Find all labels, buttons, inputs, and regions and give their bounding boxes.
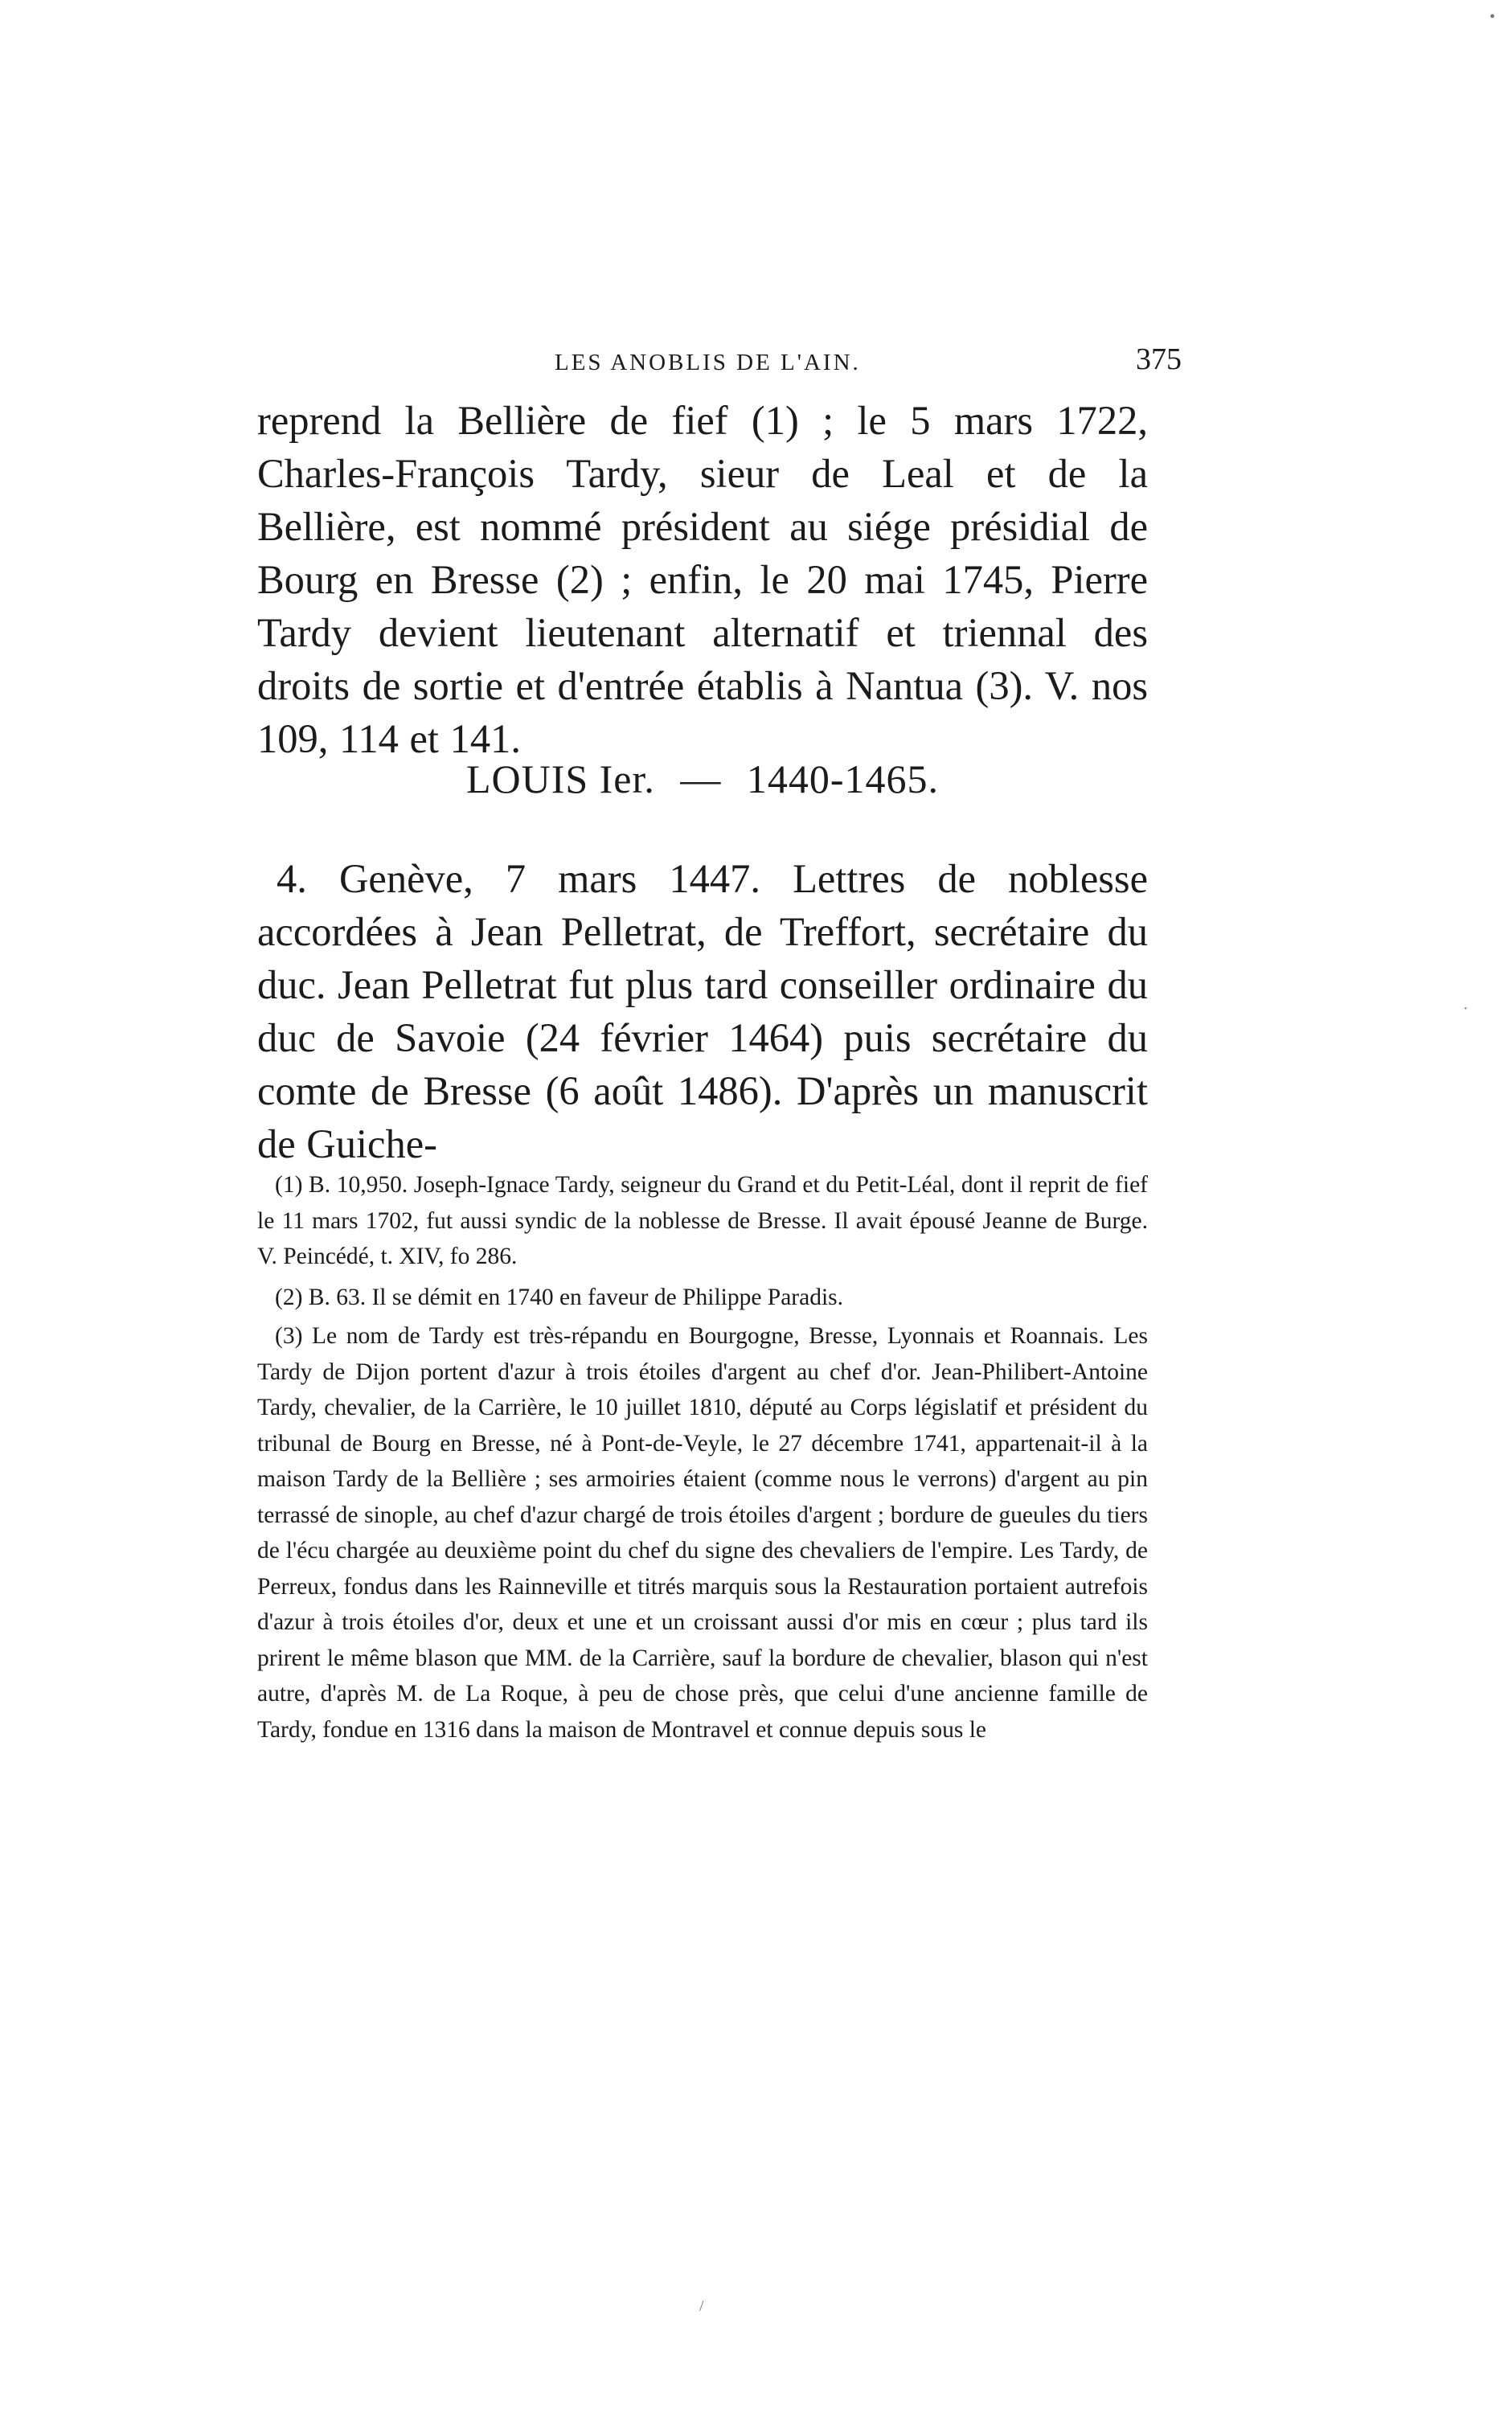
- section-heading: [257, 756, 1148, 802]
- running-head: [257, 342, 1182, 390]
- stray-dot: •: [1489, 8, 1496, 26]
- body-paragraph: [257, 394, 1148, 765]
- footnotes: [257, 1167, 1148, 1748]
- section-separator: —: [680, 756, 722, 801]
- body-paragraph-text: reprend la Bellière de fief (1) ; le 5 mars 1722, Charles-François Tardy, sieur de Leal et de la Bellière, est nommé président au siége présidial de Bourg en Bresse (2) ; enfin, le 20 mai 1745, Pierre Tardy devient lieutenant alternatif et triennal des droits de sortie et d'entrée établis à Nantua (3). V. nos 109, 114 et 141.: [257, 398, 1148, 761]
- footnote-1: (1) B. 10,950. Joseph-Ignace Tardy, seigneur du Grand et du Petit-Léal, dont il reprit de fief le 11 mars 1702, fut aussi syndic de la noblesse de Bresse. Il avait épousé Jeanne de Burge. V. Peincédé, t. XIV, fo 286.: [257, 1172, 1148, 1269]
- footnote-3: (3) Le nom de Tardy est très-répandu en Bourgogne, Bresse, Lyonnais et Roannais. Les Tardy de Dijon portent d'azur à trois étoiles d'argent au chef d'or. Jean-Philibert-Antoine Tardy, chevalier, de la Carrière, le 10 juillet 1810, député au Corps législatif et président du tribunal de Bourg en Bresse, né à Pont-de-Veyle, le 27 décembre 1741, appartenait-il à la maison Tardy de la Bellière ; ses armoiries étaient (comme nous le verrons) d'argent au pin terrassé de sinople, au chef d'azur chargé de trois étoiles d'argent ; bordure de gueules du tiers de l'écu chargée au deuxième point du chef du signe des chevaliers de l'empire. Les Tardy, de Perreux, fondus dans les Rainneville et titrés marquis sous la Restauration portaient autrefois d'azur à trois étoiles d'or, deux et une et un croissant aussi d'or mis en cœur ; plus tard ils prirent le même blason que MM. de la Carrière, sauf la bordure de chevalier, blason qui n'est autre, d'après M. de La Roque, à peu de chose près, que celui d'une ancienne famille de Tardy, fondue en 1316 dans la maison de Montravel et connue depuis sous le: [257, 1323, 1148, 1743]
- running-title: LES ANOBLIS DE L'AIN.: [555, 350, 861, 375]
- section-title: LOUIS Ier.: [465, 756, 655, 801]
- section-years: 1440-1465.: [746, 756, 940, 801]
- entry-text: 4. Genève, 7 mars 1447. Lettres de noblesse accordées à Jean Pelletrat, de Treffort, secrétaire du duc. Jean Pelletrat fut plus tard conseiller ordinaire du duc de Savoie (24 février 1464) puis secrétaire du comte de Bresse (6 août 1486). D'après un manuscrit de Guiche-: [257, 856, 1148, 1166]
- page-number: 375: [1136, 342, 1182, 376]
- entry-4: [257, 852, 1148, 1170]
- footnote-2: (2) B. 63. Il se démit en 1740 en faveur de Philippe Paradis.: [275, 1284, 844, 1310]
- stray-dot: ·: [1463, 1000, 1469, 1018]
- stray-dot: /: [699, 2297, 704, 2315]
